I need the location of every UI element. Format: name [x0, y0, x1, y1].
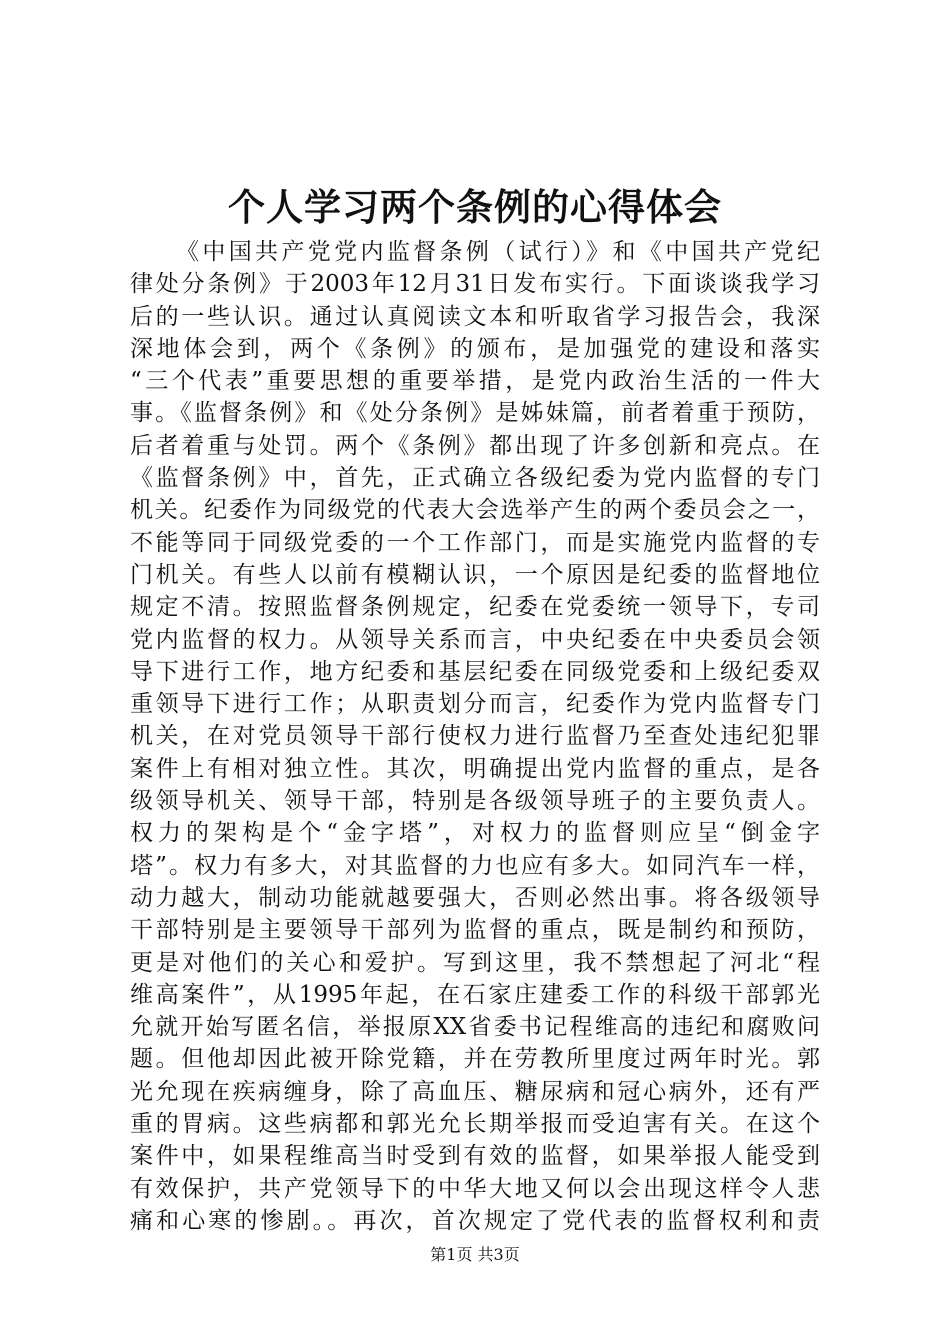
- body-line: 规定不清。按照监督条例规定，纪委在党委统一领导下，专司: [130, 594, 820, 621]
- body-line: 塔”。权力有多大，对其监督的力也应有多大。如同汽车一样，: [130, 852, 820, 879]
- body-line: 动力越大，制动功能就越要强大，否则必然出事。将各级领导: [130, 884, 820, 911]
- body-line: 光允现在疾病缠身，除了高血压、糖尿病和冠心病外，还有严: [130, 1078, 820, 1105]
- document-title: 个人学习两个条例的心得体会: [228, 185, 722, 229]
- body-line: 事。《监督条例》和《处分条例》是姊妹篇，前者着重于预防，: [130, 400, 820, 427]
- body-line: 后者着重与处罚。两个《条例》都出现了许多创新和亮点。在: [130, 432, 820, 459]
- body-line: 维高案件”，从1995年起，在石家庄建委工作的科级干部郭光: [130, 981, 820, 1008]
- body-line: 案件上有相对独立性。其次，明确提出党内监督的重点，是各: [130, 755, 820, 782]
- body-line: 权力的架构是个“金字塔”，对权力的监督则应呈“倒金字: [130, 820, 820, 847]
- body-line: 题。但他却因此被开除党籍，并在劳教所里度过两年时光。郭: [130, 1046, 820, 1073]
- body-line: 门机关。有些人以前有模糊认识，一个原因是纪委的监督地位: [130, 561, 820, 588]
- document-body: [130, 236, 820, 1237]
- body-line: 机关，在对党员领导干部行使权力进行监督乃至查处违纪犯罪: [130, 723, 820, 750]
- body-line: 导下进行工作，地方纪委和基层纪委在同级党委和上级纪委双: [130, 658, 820, 685]
- body-line: 不能等同于同级党委的一个工作部门，而是实施党内监督的专: [130, 529, 820, 556]
- body-line: 重的胃病。这些病都和郭光允长期举报而受迫害有关。在这个: [130, 1111, 820, 1138]
- body-line: 机关。纪委作为同级党的代表大会选举产生的两个委员会之一，: [130, 497, 820, 524]
- body-line: 律处分条例》于2003年12月31日发布实行。下面谈谈我学习: [130, 271, 820, 298]
- body-line: 《监督条例》中，首先，正式确立各级纪委为党内监督的专门: [130, 465, 820, 492]
- page-number: 第1页 共3页: [430, 1245, 520, 1264]
- body-line: 干部特别是主要领导干部列为监督的重点，既是制约和预防，: [130, 917, 820, 944]
- body-line: 重领导下进行工作；从职责划分而言，纪委作为党内监督专门: [130, 691, 820, 718]
- body-line: 有效保护，共产党领导下的中华大地又何以会出现这样令人悲: [130, 1175, 820, 1202]
- body-line: 后的一些认识。通过认真阅读文本和听取省学习报告会，我深: [130, 303, 820, 330]
- body-line: 《中国共产党党内监督条例（试行）》和《中国共产党纪: [176, 239, 820, 265]
- body-line: 深地体会到，两个《条例》的颁布，是加强党的建设和落实: [130, 335, 820, 362]
- body-line: 允就开始写匿名信，举报原XX省委书记程维高的违纪和腐败问: [130, 1014, 820, 1041]
- body-line: 案件中，如果程维高当时受到有效的监督，如果举报人能受到: [130, 1143, 820, 1170]
- body-line: “三个代表”重要思想的重要举措，是党内政治生活的一件大: [130, 368, 820, 395]
- body-line: 更是对他们的关心和爱护。写到这里，我不禁想起了河北“程: [130, 949, 820, 976]
- body-line: 级领导机关、领导干部，特别是各级领导班子的主要负责人。: [130, 788, 820, 815]
- body-line: 党内监督的权力。从领导关系而言，中央纪委在中央委员会领: [130, 626, 820, 653]
- body-line: 痛和心寒的惨剧。。再次，首次规定了党代表的监督权利和责: [130, 1207, 820, 1234]
